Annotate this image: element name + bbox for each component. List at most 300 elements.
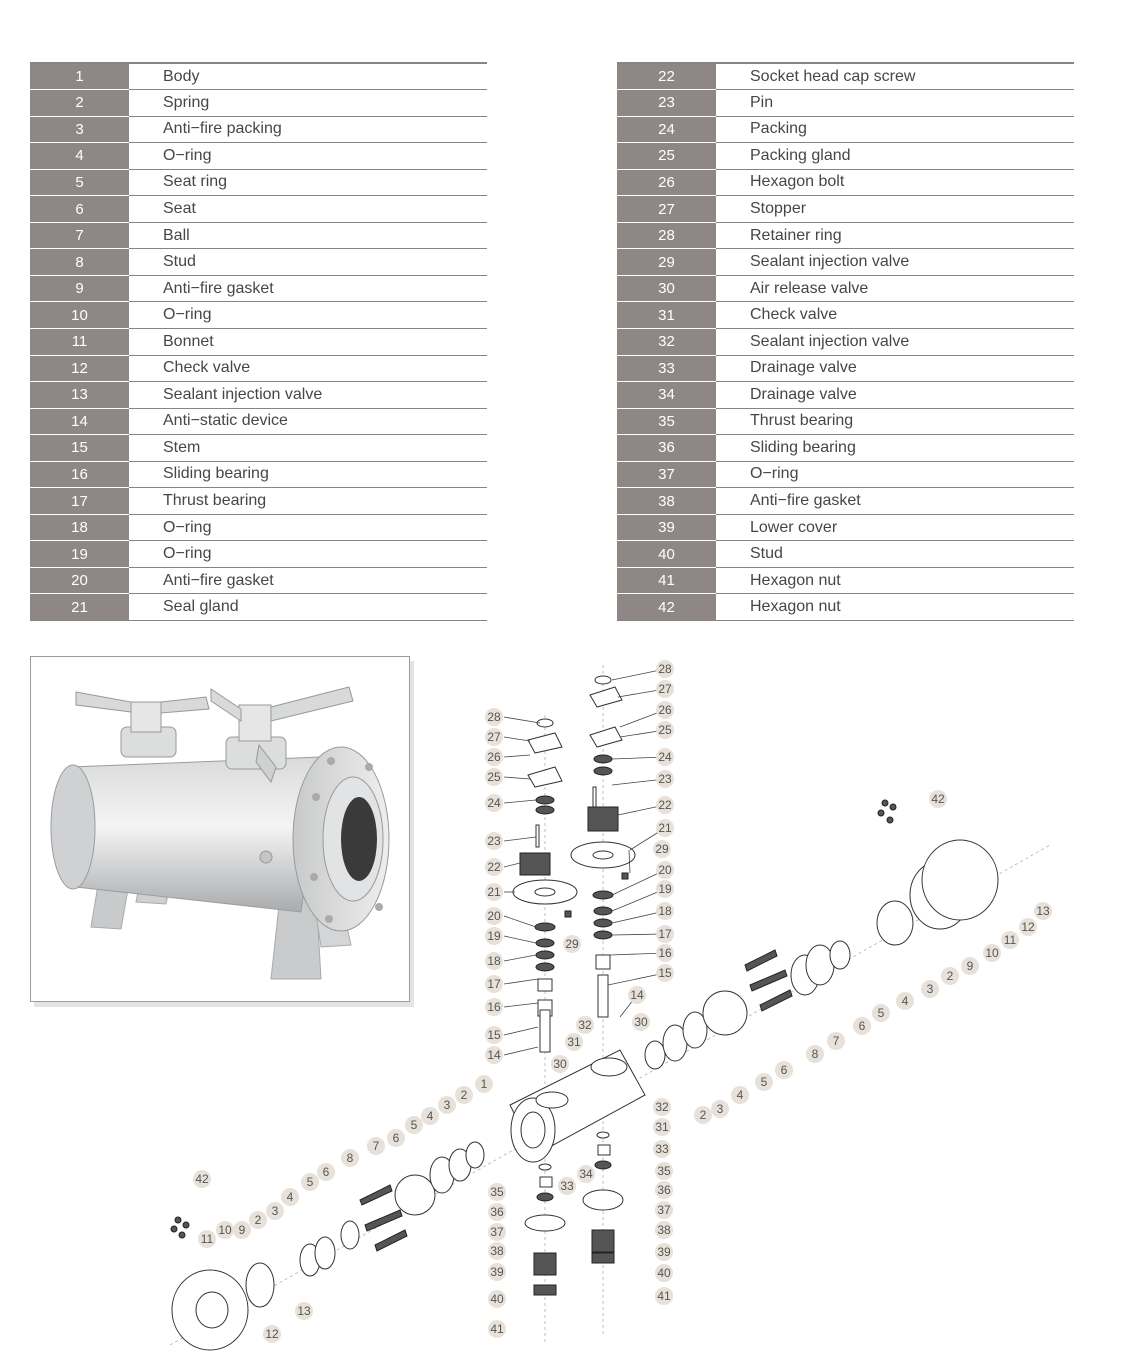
- part-name: Pin: [716, 90, 1074, 117]
- parts-row: [30, 594, 487, 621]
- callout-label: [193, 1170, 211, 1188]
- part-number: 24: [617, 116, 716, 143]
- part-name: Hexagon bolt: [716, 169, 1074, 196]
- part-name: Check valve: [129, 355, 487, 382]
- part-name: Stud: [716, 541, 1074, 568]
- part-name: Packing gland: [716, 143, 1074, 170]
- callout-label: [653, 1098, 671, 1116]
- callout-label: [711, 1100, 729, 1118]
- parts-row: [30, 275, 487, 302]
- svg-text:39: 39: [490, 1265, 504, 1279]
- part-name: Ball: [129, 222, 487, 249]
- svg-text:3: 3: [716, 1102, 724, 1116]
- svg-text:5: 5: [877, 1006, 885, 1020]
- svg-text:33: 33: [655, 1142, 669, 1156]
- callout-label: [488, 1290, 506, 1308]
- callout-label: [655, 1181, 673, 1199]
- svg-text:31: 31: [655, 1120, 669, 1134]
- part-name: Seat: [129, 196, 487, 223]
- callout-label: [653, 1140, 671, 1158]
- callout-label: [577, 1165, 595, 1183]
- svg-text:14: 14: [487, 1048, 501, 1062]
- svg-text:12: 12: [265, 1327, 279, 1341]
- parts-row: [617, 302, 1074, 329]
- part-number: 40: [617, 541, 716, 568]
- svg-text:6: 6: [780, 1063, 788, 1077]
- svg-text:30: 30: [553, 1057, 567, 1071]
- callout-label: [656, 748, 674, 766]
- callout-label: [775, 1061, 793, 1079]
- callout-label: [656, 925, 674, 943]
- svg-text:42: 42: [195, 1172, 209, 1186]
- callout-label: [485, 728, 503, 746]
- part-number: 18: [30, 514, 129, 541]
- callout-label: [438, 1096, 456, 1114]
- svg-text:36: 36: [657, 1183, 671, 1197]
- callout-label: [563, 935, 581, 953]
- callout-label: [485, 927, 503, 945]
- part-number: 39: [617, 514, 716, 541]
- callout-label: [485, 794, 503, 812]
- callout-label: [1019, 918, 1037, 936]
- part-name: Sealant injection valve: [716, 249, 1074, 276]
- parts-row: [617, 196, 1074, 223]
- callout-label: [656, 880, 674, 898]
- callout-label: [1034, 902, 1052, 920]
- part-name: Seat ring: [129, 169, 487, 196]
- part-number: 33: [617, 355, 716, 382]
- svg-text:25: 25: [658, 723, 672, 737]
- callout-label: [488, 1242, 506, 1260]
- callout-label: [488, 1203, 506, 1221]
- callout-label: [263, 1325, 281, 1343]
- part-name: Hexagon nut: [716, 594, 1074, 621]
- part-name: Anti−fire packing: [129, 116, 487, 143]
- svg-text:18: 18: [658, 904, 672, 918]
- callout-label: [921, 980, 939, 998]
- part-number: 23: [617, 90, 716, 117]
- parts-row: [30, 302, 487, 329]
- callout-label: [655, 1221, 673, 1239]
- parts-row: [617, 355, 1074, 382]
- svg-text:2: 2: [460, 1088, 468, 1102]
- svg-text:23: 23: [658, 772, 672, 786]
- svg-text:6: 6: [392, 1131, 400, 1145]
- callout-label: [488, 1183, 506, 1201]
- callout-label: [961, 957, 979, 975]
- svg-text:17: 17: [658, 927, 672, 941]
- part-number: 36: [617, 435, 716, 462]
- svg-text:25: 25: [487, 770, 501, 784]
- callout-label: [266, 1202, 284, 1220]
- callout-label: [249, 1211, 267, 1229]
- callout-label: [485, 998, 503, 1016]
- svg-text:24: 24: [487, 796, 501, 810]
- svg-text:19: 19: [487, 929, 501, 943]
- callout-label: [485, 832, 503, 850]
- part-name: Body: [129, 63, 487, 90]
- part-name: Drainage valve: [716, 355, 1074, 382]
- part-name: Thrust bearing: [716, 408, 1074, 435]
- callout-label: [656, 701, 674, 719]
- part-number: 37: [617, 461, 716, 488]
- svg-text:41: 41: [490, 1322, 504, 1336]
- svg-text:42: 42: [931, 792, 945, 806]
- part-number: 9: [30, 275, 129, 302]
- callout-label: [295, 1302, 313, 1320]
- callout-label: [655, 1201, 673, 1219]
- svg-text:38: 38: [657, 1223, 671, 1237]
- svg-text:12: 12: [1021, 920, 1035, 934]
- part-number: 12: [30, 355, 129, 382]
- svg-text:5: 5: [306, 1175, 314, 1189]
- svg-text:38: 38: [490, 1244, 504, 1258]
- svg-text:27: 27: [658, 682, 672, 696]
- svg-text:5: 5: [410, 1118, 418, 1132]
- callout-label: [656, 721, 674, 739]
- svg-text:40: 40: [657, 1266, 671, 1280]
- part-number: 22: [617, 63, 716, 90]
- callout-label: [475, 1075, 493, 1093]
- svg-text:4: 4: [736, 1088, 744, 1102]
- part-name: Sealant injection valve: [716, 328, 1074, 355]
- callout-label: [896, 992, 914, 1010]
- svg-text:18: 18: [487, 954, 501, 968]
- part-number: 2: [30, 90, 129, 117]
- svg-text:1: 1: [480, 1077, 488, 1091]
- part-name: O−ring: [129, 143, 487, 170]
- callout-label: [656, 861, 674, 879]
- callout-label: [655, 1243, 673, 1261]
- svg-text:4: 4: [426, 1109, 434, 1123]
- callout-label: [485, 1026, 503, 1044]
- svg-text:40: 40: [490, 1292, 504, 1306]
- part-number: 11: [30, 328, 129, 355]
- parts-row: [617, 488, 1074, 515]
- svg-text:31: 31: [567, 1035, 581, 1049]
- callout-label: [455, 1086, 473, 1104]
- svg-text:33: 33: [560, 1179, 574, 1193]
- svg-text:16: 16: [658, 946, 672, 960]
- svg-text:16: 16: [487, 1000, 501, 1014]
- parts-row: [30, 408, 487, 435]
- callout-label: [694, 1106, 712, 1124]
- part-name: O−ring: [129, 514, 487, 541]
- parts-row: [617, 514, 1074, 541]
- part-number: 34: [617, 382, 716, 409]
- callout-label: [233, 1221, 251, 1239]
- svg-text:15: 15: [658, 966, 672, 980]
- part-name: O−ring: [129, 541, 487, 568]
- parts-row: [617, 275, 1074, 302]
- callout-label: [1001, 931, 1019, 949]
- svg-text:26: 26: [658, 703, 672, 717]
- svg-text:2: 2: [699, 1108, 707, 1122]
- svg-text:21: 21: [658, 821, 672, 835]
- part-name: Thrust bearing: [129, 488, 487, 515]
- callout-label: [485, 883, 503, 901]
- exploded-view-diagram: [150, 655, 1090, 1366]
- parts-row: [30, 567, 487, 594]
- svg-text:34: 34: [579, 1167, 593, 1181]
- callout-label: [731, 1086, 749, 1104]
- parts-row: [30, 196, 487, 223]
- part-name: Seal gland: [129, 594, 487, 621]
- callout-label: [656, 770, 674, 788]
- svg-text:36: 36: [490, 1205, 504, 1219]
- parts-row: [617, 408, 1074, 435]
- part-name: Packing: [716, 116, 1074, 143]
- callout-label: [317, 1163, 335, 1181]
- parts-row: [30, 116, 487, 143]
- callout-label: [656, 796, 674, 814]
- svg-text:11: 11: [1003, 933, 1017, 947]
- parts-row: [617, 222, 1074, 249]
- callout-label: [485, 768, 503, 786]
- svg-text:3: 3: [271, 1204, 279, 1218]
- parts-row: [30, 461, 487, 488]
- part-number: 5: [30, 169, 129, 196]
- parts-row: [30, 90, 487, 117]
- callout-label: [341, 1149, 359, 1167]
- svg-text:32: 32: [578, 1018, 592, 1032]
- callout-label: [655, 1162, 673, 1180]
- callout-label: [632, 1013, 650, 1031]
- part-name: Drainage valve: [716, 382, 1074, 409]
- svg-text:22: 22: [658, 798, 672, 812]
- body-part: [510, 1050, 645, 1162]
- part-number: 25: [617, 143, 716, 170]
- parts-row: [617, 169, 1074, 196]
- callout-label: [941, 967, 959, 985]
- parts-row: [617, 594, 1074, 621]
- callout-label: [656, 660, 674, 678]
- svg-text:6: 6: [858, 1019, 866, 1033]
- callout-label: [488, 1320, 506, 1338]
- callout-label: [983, 944, 1001, 962]
- part-number: 3: [30, 116, 129, 143]
- callout-label: [198, 1230, 216, 1248]
- part-number: 6: [30, 196, 129, 223]
- part-name: O−ring: [129, 302, 487, 329]
- svg-text:28: 28: [487, 710, 501, 724]
- parts-table-left: [30, 62, 487, 621]
- svg-text:9: 9: [966, 959, 974, 973]
- part-name: Anti−static device: [129, 408, 487, 435]
- svg-text:10: 10: [985, 946, 999, 960]
- parts-row: [617, 143, 1074, 170]
- part-name: Hexagon nut: [716, 567, 1074, 594]
- svg-text:35: 35: [490, 1185, 504, 1199]
- callout-label: [656, 680, 674, 698]
- callout-label: [551, 1055, 569, 1073]
- callout-label: [485, 858, 503, 876]
- parts-row: [617, 382, 1074, 409]
- svg-text:24: 24: [658, 750, 672, 764]
- parts-row: [30, 514, 487, 541]
- parts-row: [30, 169, 487, 196]
- callout-label: [872, 1004, 890, 1022]
- parts-row: [30, 328, 487, 355]
- part-name: Anti−fire gasket: [129, 567, 487, 594]
- part-number: 4: [30, 143, 129, 170]
- callout-label: [558, 1177, 576, 1195]
- part-number: 1: [30, 63, 129, 90]
- svg-text:21: 21: [487, 885, 501, 899]
- callout-label: [653, 840, 671, 858]
- parts-row: [617, 249, 1074, 276]
- part-name: Air release valve: [716, 275, 1074, 302]
- callout-label: [488, 1223, 506, 1241]
- svg-text:7: 7: [832, 1034, 840, 1048]
- part-number: 7: [30, 222, 129, 249]
- parts-row: [30, 435, 487, 462]
- part-name: Sliding bearing: [716, 435, 1074, 462]
- callout-label: [929, 790, 947, 808]
- part-name: Anti−fire gasket: [716, 488, 1074, 515]
- part-name: Stopper: [716, 196, 1074, 223]
- part-number: 20: [30, 567, 129, 594]
- part-number: 17: [30, 488, 129, 515]
- svg-text:30: 30: [634, 1015, 648, 1029]
- svg-text:13: 13: [297, 1304, 311, 1318]
- svg-text:8: 8: [346, 1151, 354, 1165]
- svg-text:11: 11: [200, 1232, 214, 1246]
- svg-text:4: 4: [901, 994, 909, 1008]
- part-number: 19: [30, 541, 129, 568]
- part-name: Lower cover: [716, 514, 1074, 541]
- callout-label: [656, 964, 674, 982]
- svg-text:29: 29: [655, 842, 669, 856]
- svg-text:35: 35: [657, 1164, 671, 1178]
- part-number: 26: [617, 169, 716, 196]
- parts-row: [30, 249, 487, 276]
- callout-label: [485, 975, 503, 993]
- part-number: 15: [30, 435, 129, 462]
- callout-label: [405, 1116, 423, 1134]
- callout-label: [653, 1118, 671, 1136]
- callout-label: [421, 1107, 439, 1125]
- part-name: Sealant injection valve: [129, 382, 487, 409]
- svg-text:37: 37: [490, 1225, 504, 1239]
- part-name: O−ring: [716, 461, 1074, 488]
- callout-label: [281, 1188, 299, 1206]
- svg-text:13: 13: [1036, 904, 1050, 918]
- svg-text:3: 3: [443, 1098, 451, 1112]
- part-number: 29: [617, 249, 716, 276]
- svg-text:20: 20: [658, 863, 672, 877]
- svg-text:27: 27: [487, 730, 501, 744]
- part-name: Stud: [129, 249, 487, 276]
- part-number: 10: [30, 302, 129, 329]
- svg-text:15: 15: [487, 1028, 501, 1042]
- parts-row: [617, 541, 1074, 568]
- parts-row: [30, 355, 487, 382]
- parts-row: [617, 90, 1074, 117]
- callout-label: [576, 1016, 594, 1034]
- part-number: 31: [617, 302, 716, 329]
- callout-label: [301, 1173, 319, 1191]
- callout-label: [656, 944, 674, 962]
- part-number: 14: [30, 408, 129, 435]
- part-number: 27: [617, 196, 716, 223]
- svg-text:29: 29: [565, 937, 579, 951]
- parts-row: [30, 541, 487, 568]
- callout-label: [655, 1287, 673, 1305]
- callout-label: [485, 952, 503, 970]
- parts-row: [30, 488, 487, 515]
- callout-label: [656, 819, 674, 837]
- svg-text:6: 6: [322, 1165, 330, 1179]
- part-name: Spring: [129, 90, 487, 117]
- callout-label: [853, 1017, 871, 1035]
- part-number: 30: [617, 275, 716, 302]
- part-number: 28: [617, 222, 716, 249]
- left-stem-stack: [513, 719, 577, 1052]
- callout-label: [485, 708, 503, 726]
- parts-row: [617, 328, 1074, 355]
- svg-text:17: 17: [487, 977, 501, 991]
- callout-label: [488, 1263, 506, 1281]
- callout-label: [485, 748, 503, 766]
- callout-label: [485, 907, 503, 925]
- svg-text:32: 32: [655, 1100, 669, 1114]
- part-number: 16: [30, 461, 129, 488]
- callout-label: [656, 902, 674, 920]
- svg-text:8: 8: [811, 1047, 819, 1061]
- parts-row: [30, 143, 487, 170]
- part-name: Sliding bearing: [129, 461, 487, 488]
- part-number: 41: [617, 567, 716, 594]
- svg-text:28: 28: [658, 662, 672, 676]
- svg-text:14: 14: [630, 988, 644, 1002]
- part-number: 21: [30, 594, 129, 621]
- right-assembly: [645, 800, 998, 1069]
- part-number: 42: [617, 594, 716, 621]
- parts-row: [617, 116, 1074, 143]
- svg-text:9: 9: [238, 1223, 246, 1237]
- part-name: Socket head cap screw: [716, 63, 1074, 90]
- svg-text:3: 3: [926, 982, 934, 996]
- part-number: 8: [30, 249, 129, 276]
- part-name: Check valve: [716, 302, 1074, 329]
- svg-text:2: 2: [946, 969, 954, 983]
- callout-label: [387, 1129, 405, 1147]
- callout-label: [655, 1264, 673, 1282]
- part-number: 38: [617, 488, 716, 515]
- svg-text:39: 39: [657, 1245, 671, 1259]
- callout-label: [628, 986, 646, 1004]
- part-name: Retainer ring: [716, 222, 1074, 249]
- svg-text:26: 26: [487, 750, 501, 764]
- part-name: Anti−fire gasket: [129, 275, 487, 302]
- parts-row: [30, 222, 487, 249]
- svg-text:7: 7: [372, 1139, 380, 1153]
- callout-label: [216, 1221, 234, 1239]
- parts-row: [30, 382, 487, 409]
- part-number: 32: [617, 328, 716, 355]
- svg-text:20: 20: [487, 909, 501, 923]
- svg-text:37: 37: [657, 1203, 671, 1217]
- part-name: Stem: [129, 435, 487, 462]
- parts-row: [617, 63, 1074, 90]
- callout-label: [806, 1045, 824, 1063]
- svg-text:19: 19: [658, 882, 672, 896]
- callout-label: [485, 1046, 503, 1064]
- part-number: 35: [617, 408, 716, 435]
- parts-row: [617, 461, 1074, 488]
- svg-text:2: 2: [254, 1213, 262, 1227]
